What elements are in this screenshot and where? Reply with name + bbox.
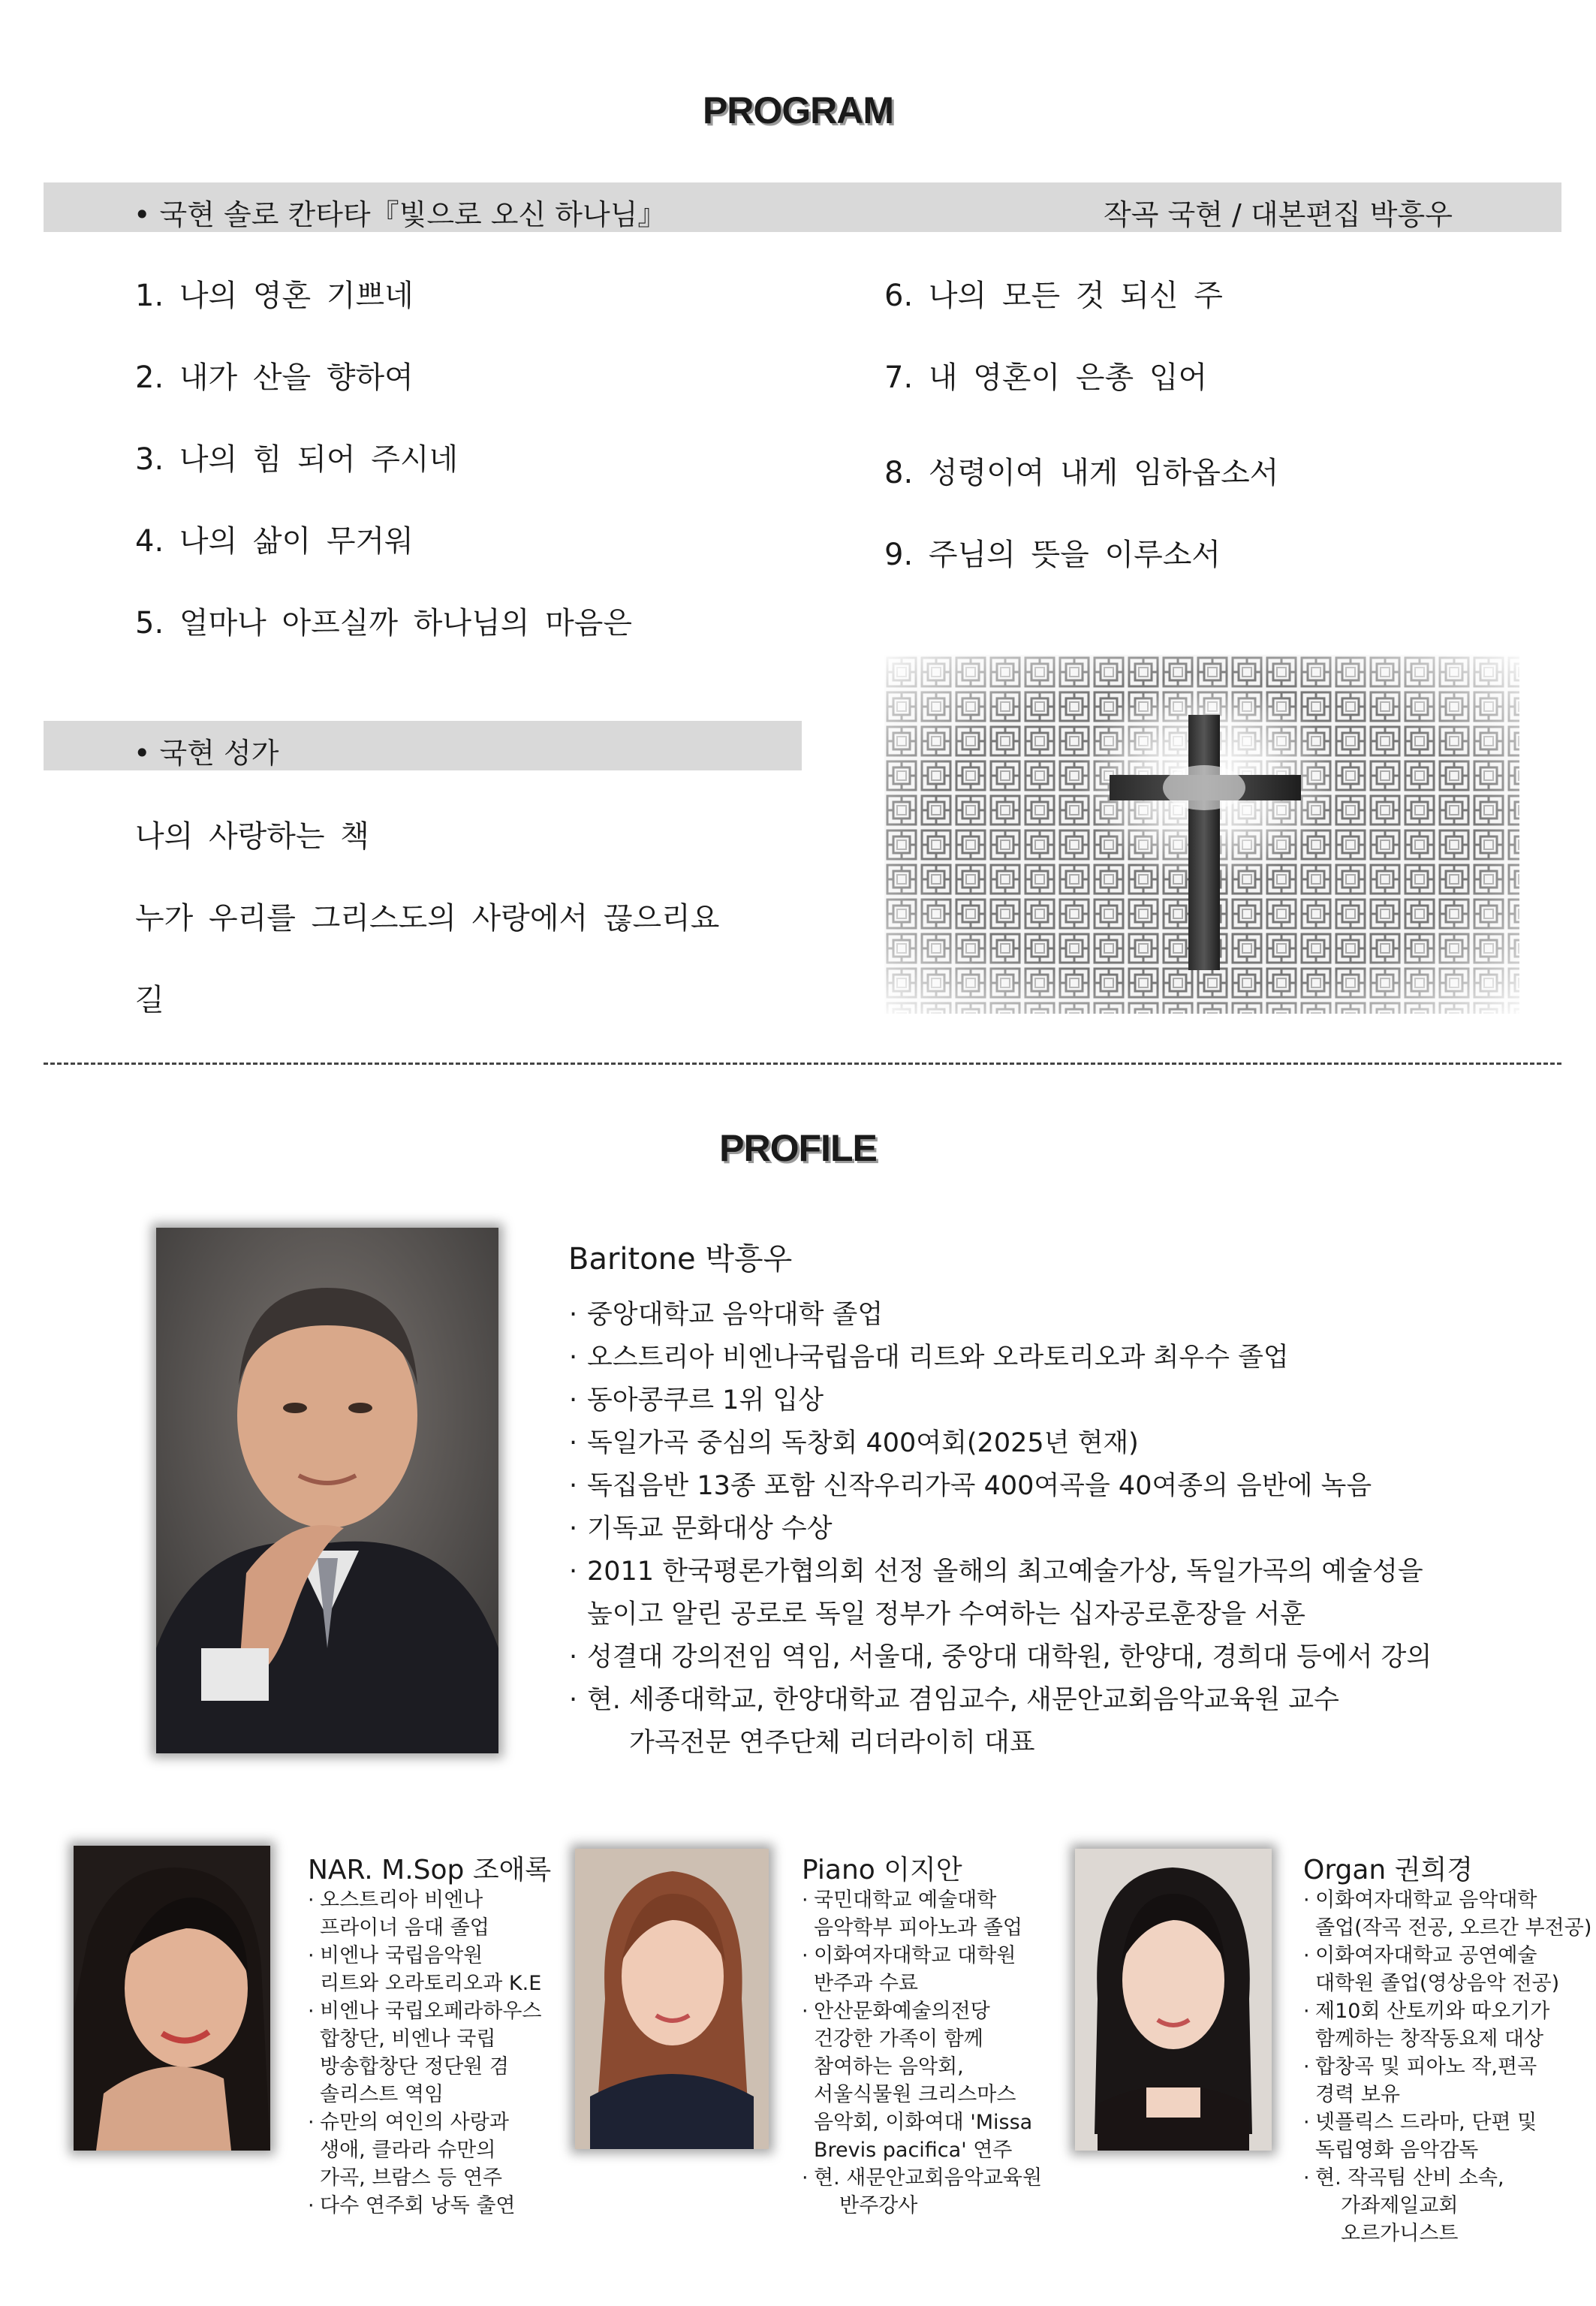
song-item: 5. 얼마나 아프실까 하나님의 마음은: [135, 606, 632, 641]
list-item: 높이고 알린 공로로 독일 정부가 수여하는 십자공로훈장을 서훈: [587, 1599, 1305, 1629]
list-item: · 이화여자대학교 대학원: [802, 1942, 1042, 1970]
pianist-cv-list: [802, 1886, 1042, 2220]
list-item: · 국민대학교 예술대학: [802, 1886, 1042, 1914]
list-item: 가좌제일교회: [1341, 2194, 1459, 2217]
list-item: · 오스트리아 비엔나: [308, 1886, 541, 1914]
list-item: 독립영화 음악감독: [1315, 2139, 1479, 2162]
hymn-header-bar: [44, 721, 802, 770]
program-heading: PROGRAM: [702, 89, 894, 131]
list-item: 생애, 클라라 슈만의: [320, 2139, 496, 2162]
list-item: 합창단, 비엔나 국립: [320, 2027, 496, 2051]
list-item: 오르가니스트: [1341, 2222, 1459, 2245]
profile-heading: PROFILE: [719, 1127, 877, 1169]
list-item: · 넷플릭스 드라마, 단편 및: [1303, 2109, 1591, 2136]
hymn-item: 누가 우리를 그리스도의 사랑에서 끊으리요: [135, 901, 720, 936]
list-item: · 중앙대학교 음악대학 졸업: [569, 1294, 1432, 1337]
list-item: · 비엔나 국립음악원: [308, 1942, 541, 1970]
song-item: 4. 나의 삶이 무거워: [135, 524, 414, 559]
list-item: · 현. 세종대학교, 한양대학교 겸임교수, 새문안교회음악교육원 교수: [569, 1679, 1432, 1722]
song-item: 1. 나의 영혼 기쁘네: [135, 279, 414, 313]
list-item: 졸업(작곡 전공, 오르간 부전공): [1315, 1916, 1592, 1940]
list-item: · 합창곡 및 피아노 작,편곡: [1303, 2053, 1591, 2081]
list-item: 반주강사: [839, 2194, 918, 2217]
list-item: · 기독교 문화대상 수상: [569, 1508, 1432, 1551]
narrator-name: NAR. M.Sop 조애록: [308, 1855, 552, 1885]
narrator-photo: [74, 1846, 270, 2151]
list-item: · 2011 한국평론가협의회 선정 올해의 최고예술가상, 독일가곡의 예술성을: [569, 1551, 1432, 1593]
list-item: Brevis pacifica' 연주: [814, 2139, 1013, 2162]
list-item: · 현. 새문안교회음악교육원: [802, 2164, 1042, 2192]
list-item: · 동아콩쿠르 1위 입상: [569, 1379, 1432, 1422]
narrator-cv-list: [308, 1886, 541, 2220]
baritone-cv-list: [569, 1294, 1432, 1765]
list-item: 반주과 수료: [814, 1972, 918, 1995]
list-item: 가곡, 브람스 등 연주: [320, 2166, 502, 2190]
song-item: 9. 주님의 뜻을 이루소서: [884, 538, 1221, 572]
list-item: 프라이너 음대 졸업: [320, 1916, 489, 1940]
pianist-name: Piano 이지안: [802, 1855, 962, 1885]
organist-photo: [1075, 1849, 1272, 2151]
list-item: 서울식물원 크리스마스: [814, 2083, 1016, 2106]
song-item: 2. 내가 산을 향하여: [135, 360, 414, 395]
baritone-photo: [156, 1228, 498, 1753]
list-item: 가곡전문 연주단체 리더라이히 대표: [629, 1728, 1035, 1758]
list-item: 음악학부 피아노과 졸업: [814, 1916, 1022, 1940]
cantata-credit: 작곡 국현 / 대본편집 박흥우: [1104, 198, 1453, 231]
cantata-title: • 국현 솔로 칸타타『빛으로 오신 하나님』: [134, 198, 667, 231]
pianist-photo: [575, 1849, 769, 2149]
list-item: · 현. 작곡팀 산비 소속,: [1303, 2164, 1591, 2192]
list-item: 대학원 졸업(영상음악 전공): [1315, 1972, 1560, 1995]
hymn-item: 나의 사랑하는 책: [135, 819, 369, 854]
list-item: 음악회, 이화여대 'Missa: [814, 2111, 1033, 2134]
song-item: 3. 나의 힘 되어 주시네: [135, 442, 459, 477]
organist-cv-list: [1303, 1886, 1591, 2247]
hymn-item: 길: [135, 983, 164, 1017]
song-item: 6. 나의 모든 것 되신 주: [884, 279, 1223, 313]
list-item: · 독집음반 13종 포함 신작우리가곡 400여곡을 40여종의 음반에 녹음: [569, 1465, 1432, 1508]
list-item: · 이화여자대학교 음악대학: [1303, 1886, 1591, 1914]
cantata-header-bar: [44, 182, 1561, 232]
list-item: · 다수 연주회 낭독 출연: [308, 2192, 541, 2220]
list-item: 경력 보유: [1315, 2083, 1400, 2106]
list-item: · 이화여자대학교 공연예술: [1303, 1942, 1591, 1970]
list-item: · 제10회 산토끼와 따오기가: [1303, 1997, 1591, 2025]
song-item: 7. 내 영혼이 은총 입어: [884, 360, 1208, 395]
list-item: 함께하는 창작동요제 대상: [1315, 2027, 1544, 2051]
cross-icon: [884, 655, 1519, 1014]
list-item: · 독일가곡 중심의 독창회 400여회(2025년 현재): [569, 1422, 1432, 1465]
hymn-title: • 국현 성가: [134, 737, 279, 770]
song-item: 8. 성령이여 내게 임하옵소서: [884, 456, 1279, 490]
list-item: · 안산문화예술의전당: [802, 1997, 1042, 2025]
list-item: 솔리스트 역임: [320, 2083, 444, 2106]
organist-name: Organ 권희경: [1303, 1855, 1474, 1885]
list-item: · 슈만의 여인의 사랑과: [308, 2109, 541, 2136]
baritone-name: Baritone 박흥우: [568, 1242, 793, 1277]
list-item: 방송합창단 정단원 겸: [320, 2055, 509, 2078]
list-item: 리트와 오라토리오과 K.E: [320, 1972, 542, 1995]
section-divider: [44, 1063, 1561, 1065]
list-item: 참여하는 음악회,: [814, 2055, 964, 2078]
cross-lattice-image: [884, 655, 1519, 1014]
list-item: · 비엔나 국립오페라하우스: [308, 1997, 541, 2025]
list-item: · 성결대 강의전임 역임, 서울대, 중앙대 대학원, 한양대, 경희대 등에서 강의: [569, 1636, 1432, 1679]
list-item: · 오스트리아 비엔나국립음대 리트와 오라토리오과 최우수 졸업: [569, 1337, 1432, 1379]
list-item: 건강한 가족이 함께: [814, 2027, 983, 2051]
